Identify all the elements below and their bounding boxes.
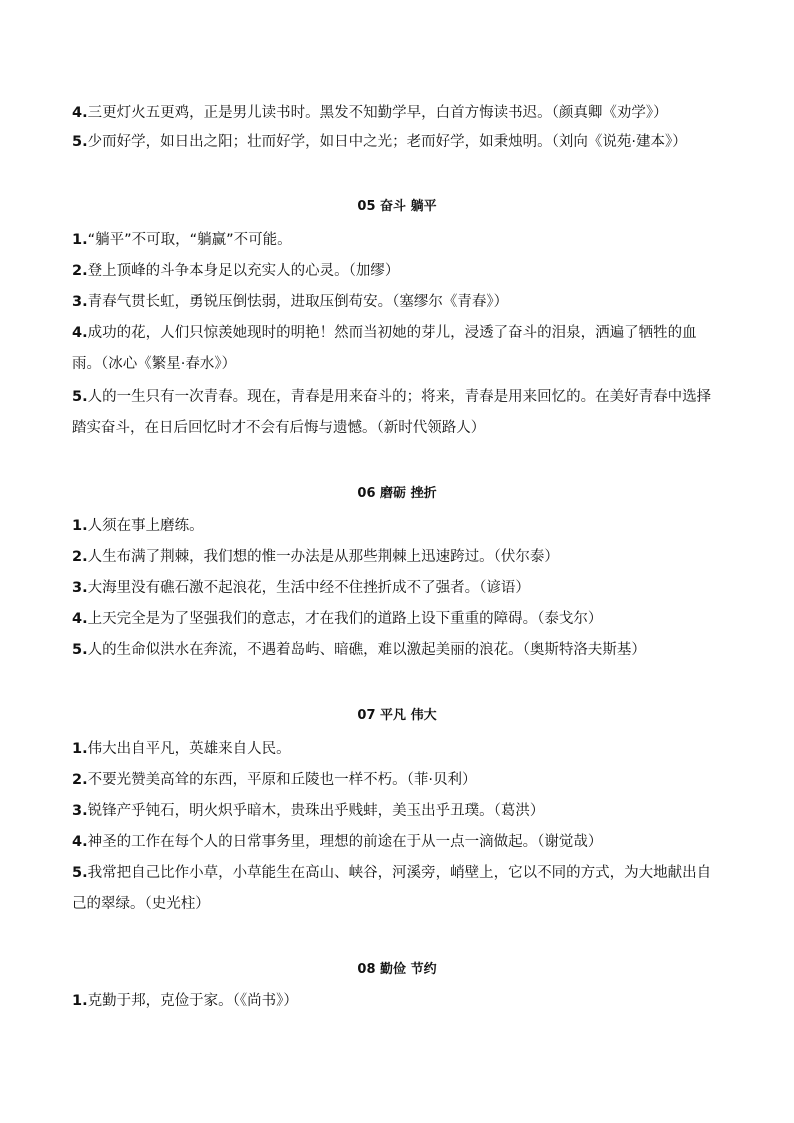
quote-item: 2.不要光赞美高耸的东西，平原和丘陵也一样不朽。（菲·贝利） [72, 772, 477, 788]
quote-item: 3.青春气贯长虹，勇锐压倒怯弱，进取压倒苟安。（塞缪尔《青春》） [72, 294, 509, 310]
quote-item: 5.少而好学，如日出之阳；壮而好学，如日中之光；老而好学，如秉烛明。（刘向《说苑·建本》） [72, 134, 687, 150]
quote-item: 2.人生布满了荆棘，我们想的惟一办法是从那些荆棘上迅速跨过。（伏尔泰） [72, 549, 559, 565]
quote-item: 1.克勤于邦，克俭于家。（《尚书》） [72, 993, 298, 1009]
section-heading: 05 奋斗 躺平 [357, 199, 437, 214]
quote-item: 4.成功的花，人们只惊羡她现时的明艳！然而当初她的芽儿，浸透了奋斗的泪泉，洒遍了牺牲的血雨。（冰心《繁星·春水》） [72, 325, 697, 372]
section-heading: 06 磨砺 挫折 [357, 486, 437, 501]
quote-item: 4.三更灯火五更鸡，正是男儿读书时。黑发不知勤学早，白首方悔读书迟。（颜真卿《劝学》） [72, 105, 668, 121]
section-heading: 07 平凡 伟大 [357, 708, 437, 723]
quote-item: 5.我常把自己比作小草，小草能生在高山、峡谷，河溪旁，峭壁上，它以不同的方式，为大地献出自己的翠绿。（史光柱） [72, 865, 712, 912]
quote-item: 5.人的生命似洪水在奔流，不遇着岛屿、暗礁，难以激起美丽的浪花。（奥斯特洛夫斯基） [72, 642, 646, 658]
quote-item: 2.登上顶峰的斗争本身足以充实人的心灵。（加缪） [72, 263, 400, 279]
quote-item: 3.大海里没有礁石激不起浪花，生活中经不住挫折成不了强者。（谚语） [72, 580, 530, 596]
quote-item: 4.上天完全是为了坚强我们的意志，才在我们的道路上设下重重的障碍。（泰戈尔） [72, 611, 603, 627]
section-heading: 08 勤俭 节约 [357, 962, 437, 977]
quote-item: 1.人须在事上磨练。 [72, 518, 204, 534]
quote-item: 1.伟大出自平凡，英雄来自人民。 [72, 741, 291, 757]
quote-item: 1.“躺平”不可取，“躺赢”不可能。 [72, 232, 292, 248]
quote-item: 4.神圣的工作在每个人的日常事务里，理想的前途在于从一点一滴做起。（谢觉哉） [72, 834, 603, 850]
quote-item: 3.锐锋产乎钝石，明火炽乎暗木，贵珠出乎贱蚌，美玉出乎丑璞。（葛洪） [72, 803, 545, 819]
quote-item: 5.人的一生只有一次青春。现在，青春是用来奋斗的；将来，青春是用来回忆的。在美好青春中选择踏实奋斗，在日后回忆时才不会有后悔与遗憾。（新时代领路人） [72, 389, 712, 436]
